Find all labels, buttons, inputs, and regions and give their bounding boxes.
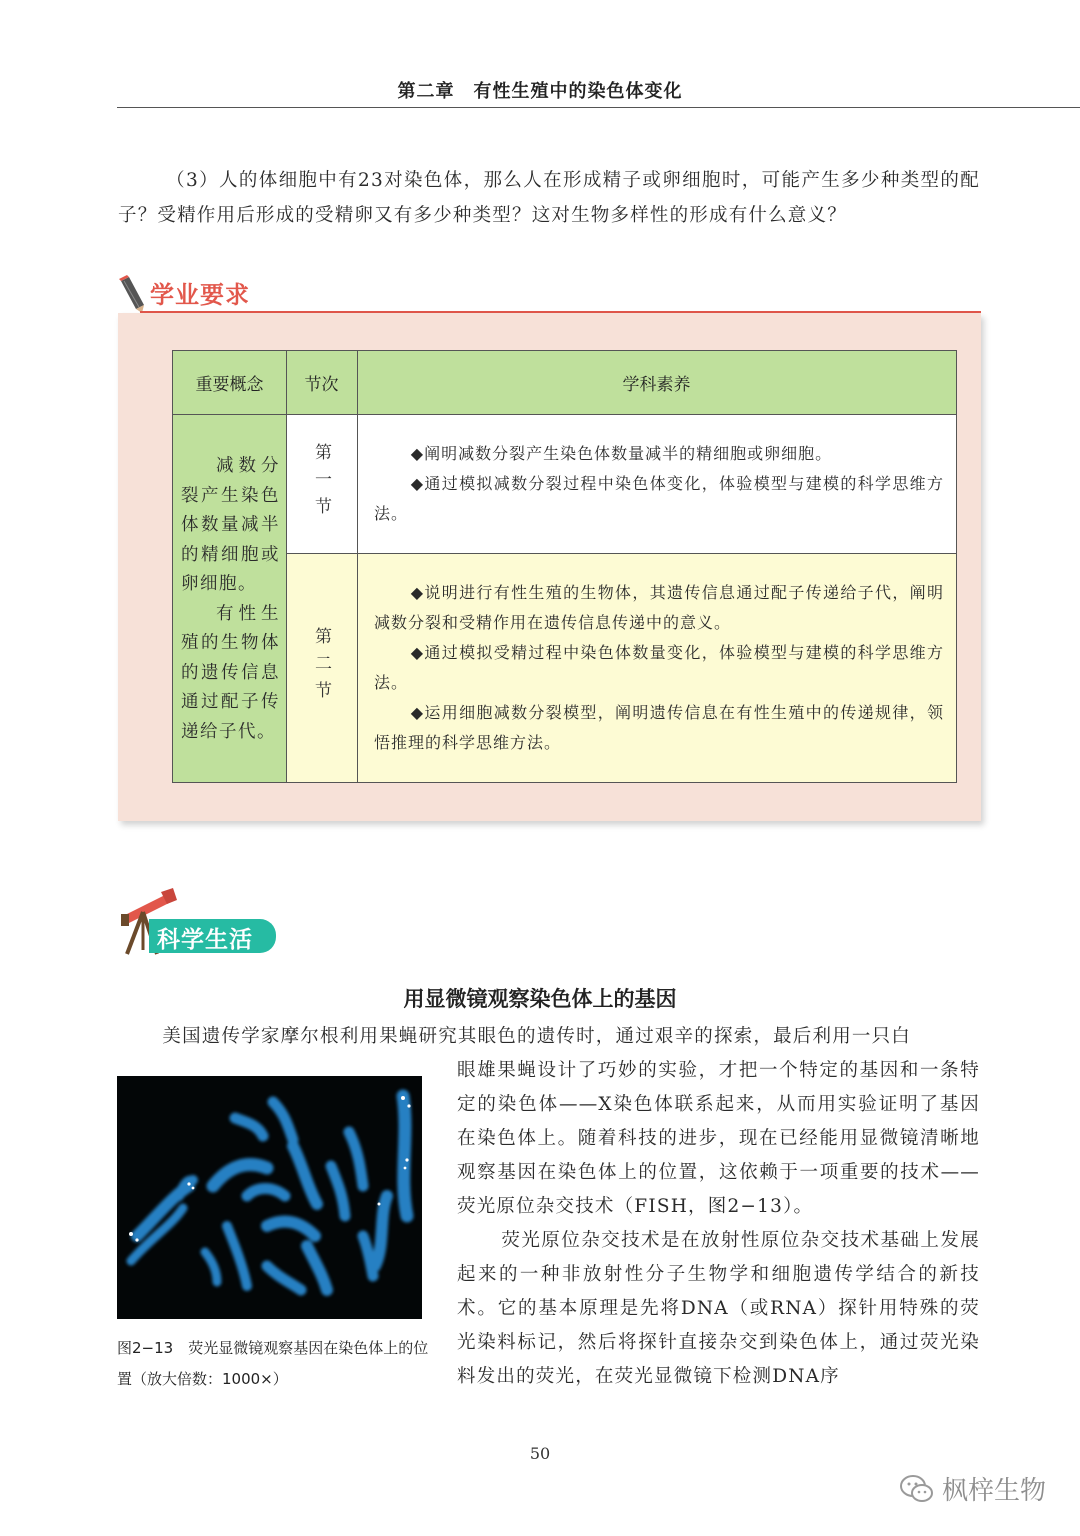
article-paragraph: 荧光原位杂交技术是在放射性原位杂交技术基础上发展起来的一种非放射性分子生物学和细胞遗传学结合的新技术。它的基本原理是先将DNA（或RNA）探针用特殊的荧光染料标记，然后将探针直接杂交到染色体上，通过荧光染料发出的荧光，在荧光显微镜下检测DNA序 — [457, 1230, 980, 1387]
literacy-item: ◆说明进行有性生殖的生物体，其遗传信息通过配子传递给子代，阐明减数分裂和受精作用在遗传信息传递中的意义。 — [374, 583, 944, 632]
concept-paragraph: 减数分裂产生染色体数量减半的精细胞或卵细胞。 — [181, 456, 280, 594]
literacy-cell — [357, 414, 956, 553]
literacy-item: ◆阐明减数分裂产生染色体数量减半的精细胞或卵细胞。 — [410, 444, 833, 463]
header-concept: 重要概念 — [173, 351, 286, 414]
figure-caption: 图2−13 荧光显微镜观察基因在染色体上的位置（放大倍数：1000×） — [117, 1339, 429, 1388]
page-number: 50 — [529, 1444, 551, 1463]
literacy-item: ◆运用细胞减数分裂模型，阐明遗传信息在有性生殖中的传递规律，领悟推理的科学思维方法。 — [374, 703, 944, 752]
section-cell: 第一节 — [286, 414, 357, 553]
table-rule — [286, 553, 956, 554]
header-section: 节次 — [286, 351, 357, 414]
watermark-text: 枫梓生物 — [942, 1476, 1047, 1506]
section-cell: 第二节 — [286, 553, 357, 782]
literacy-cell — [357, 553, 956, 782]
science-life-title: 科学生活 — [157, 927, 253, 953]
chapter-header: 第二章 有性生殖中的染色体变化 — [397, 81, 683, 102]
science-life-heading — [117, 888, 282, 958]
concept-cell — [173, 414, 286, 782]
fish-micrograph — [117, 1076, 422, 1319]
article-body — [457, 1054, 980, 1394]
watermark — [900, 1470, 1046, 1507]
table-rule — [357, 351, 358, 782]
literacy-item: ◆通过模拟受精过程中染色体数量变化，体验模型与建模的科学思维方法。 — [374, 643, 944, 692]
requirements-table — [172, 350, 957, 783]
pencil-icon — [118, 275, 148, 313]
requirements-heading — [118, 275, 981, 315]
requirements-title: 学业要求 — [150, 281, 250, 309]
article-title: 用显微镜观察染色体上的基因 — [403, 987, 677, 1011]
question-paragraph: （3）人的体细胞中有23对染色体，那么人在形成精子或卵细胞时，可能产生多少种类型的配子？受精作用后形成的受精卵又有多少种类型？这对生物多样性的形成有什么意义？ — [118, 170, 980, 226]
header-rule — [117, 107, 1080, 108]
header-literacy: 学科素养 — [357, 351, 956, 414]
article-paragraph: 美国遗传学家摩尔根利用果蝇研究其眼色的遗传时，通过艰辛的探索，最后利用一只白 — [162, 1026, 911, 1047]
article-paragraph: 眼雄果蝇设计了巧妙的实验，才把一个特定的基因和一条特定的染色体——X染色体联系起来，从而用实验证明了基因在染色体上。随着科技的进步，现在已经能用显微镜清晰地观察基因在染色体上的位置，这依赖于一项重要的技术——荧光原位杂交技术（FISH，图2−13）。 — [457, 1060, 980, 1217]
concept-paragraph: 有性生殖的生物体的遗传信息通过配子传递给子代。 — [181, 603, 280, 742]
micrograph-image — [117, 1076, 422, 1319]
literacy-item: ◆通过模拟减数分裂过程中染色体变化，体验模型与建模的科学思维方法。 — [374, 474, 944, 523]
wechat-icon — [900, 1474, 934, 1504]
table-rule — [286, 351, 287, 782]
table-rule — [173, 414, 956, 415]
